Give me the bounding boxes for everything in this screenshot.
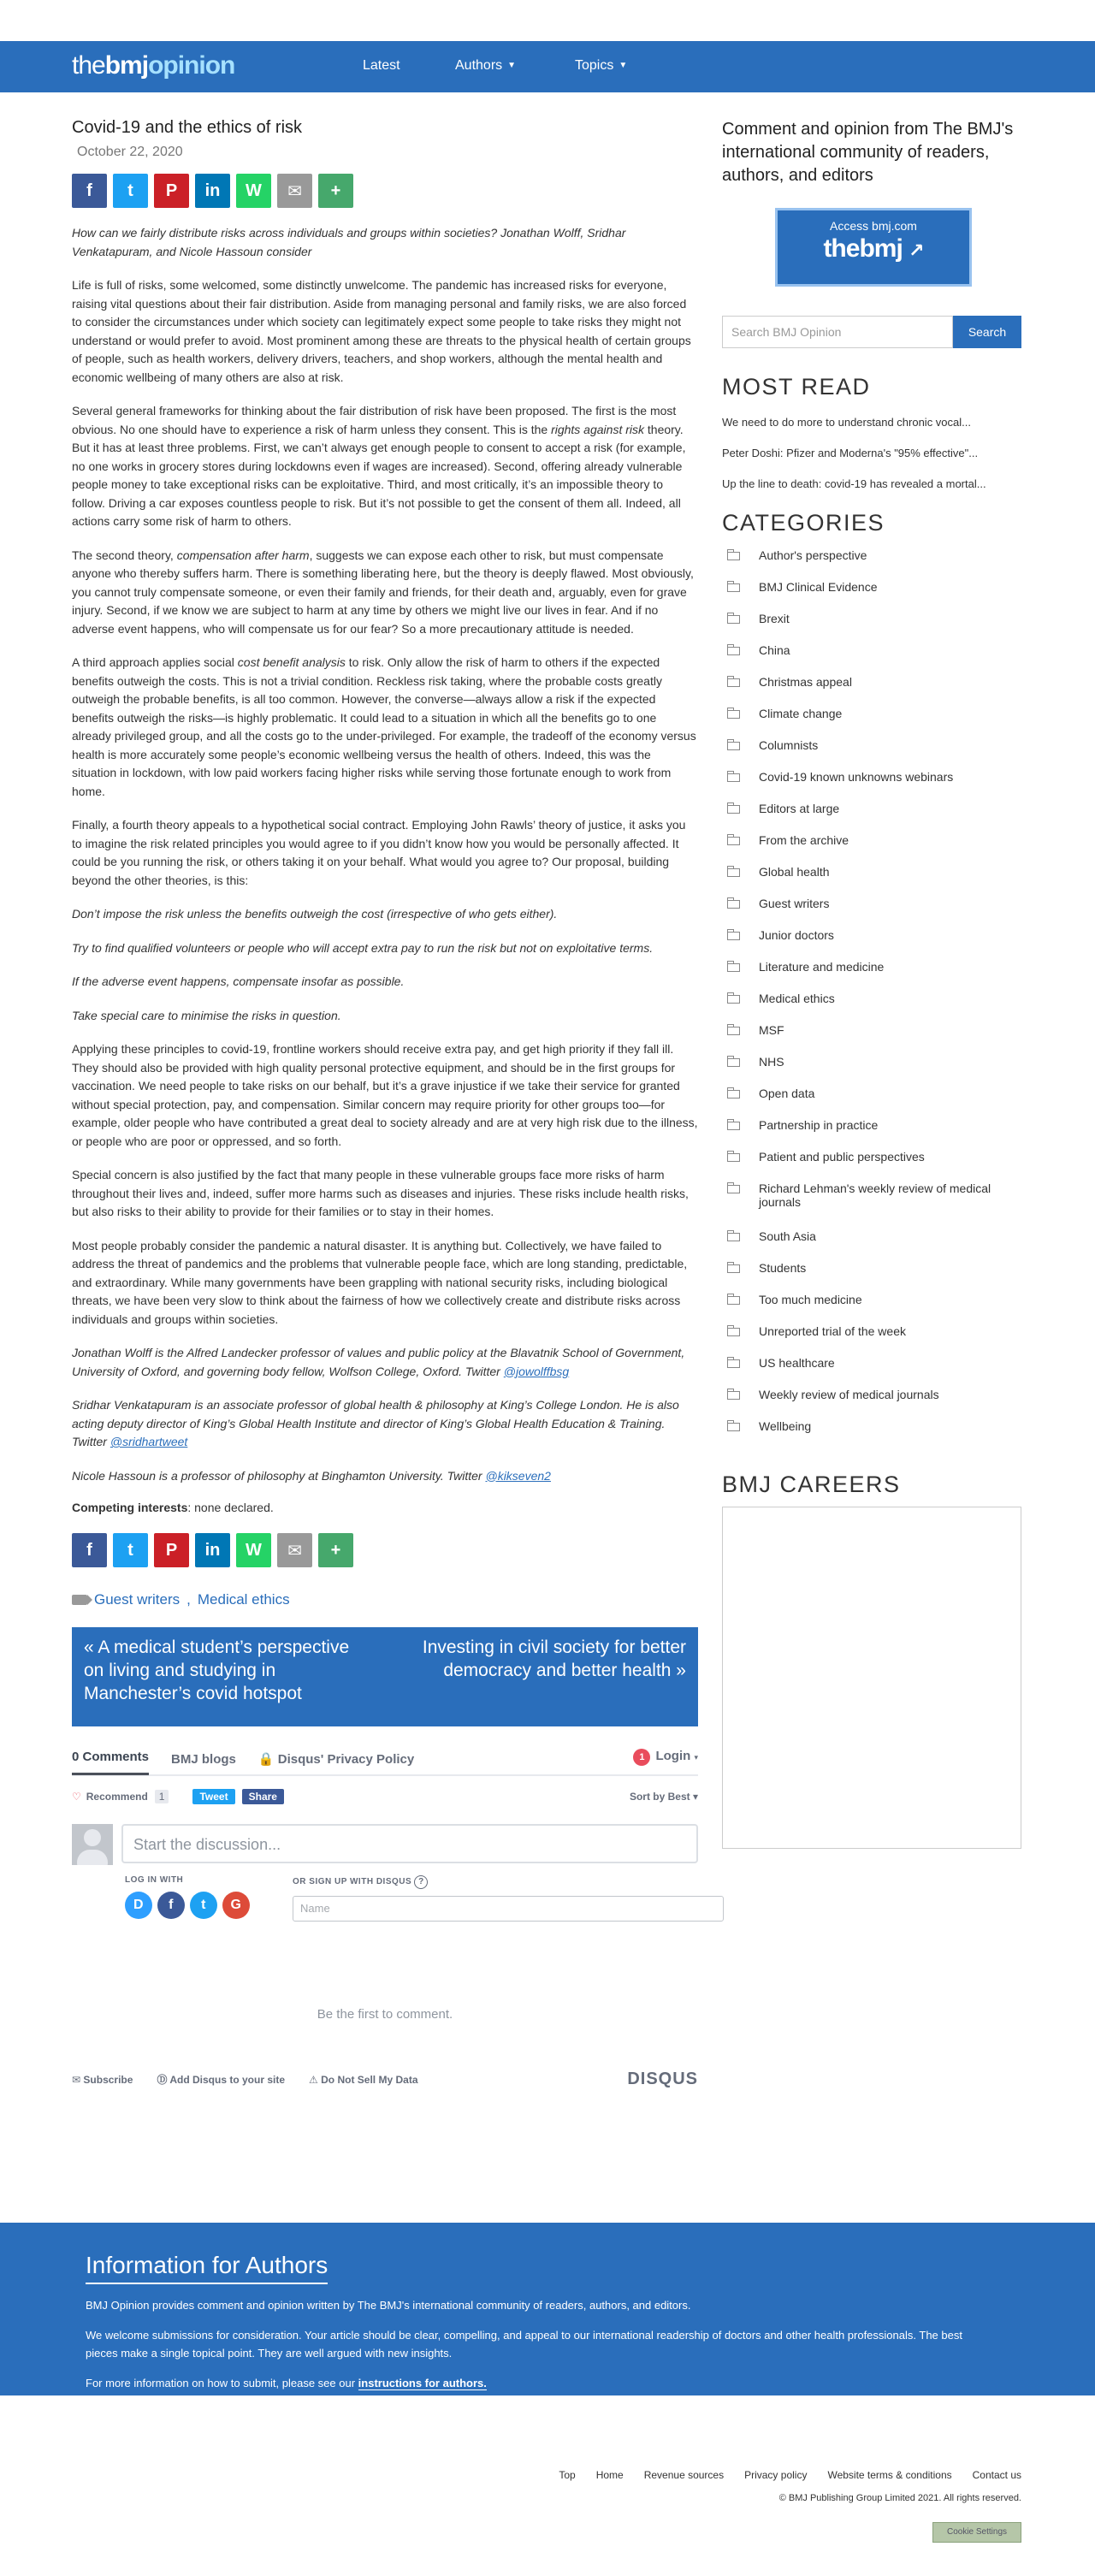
nav-authors-label: Authors [455, 58, 503, 73]
envelope-icon: ✉ [72, 2073, 81, 2086]
info-paragraph: For more information on how to submit, please see our instructions for authors. [86, 2377, 487, 2389]
folder-icon [727, 742, 740, 750]
folder-icon [727, 1090, 740, 1099]
linkedin-share-icon[interactable]: in [195, 174, 230, 208]
sidebar [722, 118, 1021, 1849]
footer-link-revenue[interactable]: Revenue sources [643, 2469, 725, 2481]
tweet-button[interactable]: Tweet [192, 1789, 234, 1804]
disqus-footer [72, 2070, 698, 2089]
category-item[interactable]: Richard Lehman's weekly review of medical journals [722, 1181, 1021, 1229]
article-body [72, 276, 698, 1485]
folder-icon [727, 647, 740, 655]
chevron-down-icon: ▼ [619, 61, 628, 70]
competing-interests: Competing interests: none declared. [72, 1501, 274, 1514]
folder-icon [727, 1264, 740, 1273]
footer-link-terms[interactable]: Website terms & conditions [827, 2469, 952, 2481]
site-logo[interactable] [72, 51, 234, 80]
footer [0, 2438, 1095, 2576]
folder-icon [727, 805, 740, 814]
most-read-link[interactable]: Peter Doshi: Pfizer and Moderna's "95% effective"... [722, 447, 979, 459]
category-item[interactable]: Climate change [722, 707, 1021, 738]
previous-post-link[interactable]: « A medical student’s perspective on living and studying in Manchester’s covid hotspot [84, 1637, 350, 1703]
category-item[interactable]: Brexit [722, 612, 1021, 643]
category-list [722, 548, 1021, 1451]
sidebar-heading: Comment and opinion from The BMJ's international community of readers, authors, and editors [722, 120, 1014, 185]
folder-icon [727, 1296, 740, 1305]
twitter-share-icon[interactable]: t [113, 174, 148, 208]
folder-icon [727, 615, 740, 624]
paragraph: Most people probably consider the pandemic a natural disaster. It is anything but. Collectively, we have failed to address the threat of pandemics and the problems that vulnerable people face, which are long standing, predictable, and extraordinary. While many governments have been grappling with national security risks, including biological threats, we have been very slow to think about the fairness of how we collectively create and distribute risks across individuals and groups within societies. [72, 1238, 688, 1326]
name-input[interactable]: Name [293, 1896, 724, 1922]
post-date: October 22, 2020 [77, 145, 183, 159]
login-with-label: LOG IN WITH [125, 1875, 184, 1885]
footer-link-contact[interactable]: Contact us [972, 2469, 1021, 2481]
chevron-down-icon: ▼ [507, 61, 517, 70]
warning-icon: ⚠ [309, 2073, 318, 2086]
access-bmj-banner[interactable] [775, 208, 972, 287]
folder-icon [727, 1391, 740, 1400]
principle: Take special care to minimise the risks in question. [72, 1008, 341, 1022]
folder-icon [727, 995, 740, 1004]
heart-icon: ♡ [72, 1791, 81, 1803]
tag-link[interactable]: Medical ethics [197, 1591, 290, 1608]
folder-icon [727, 678, 740, 687]
folder-icon [727, 583, 740, 592]
folder-icon [727, 1185, 740, 1193]
category-item[interactable]: Weekly review of medical journals [722, 1388, 1021, 1419]
page-title: Covid-19 and the ethics of risk [72, 118, 303, 137]
facebook-share-icon[interactable]: f [72, 174, 107, 208]
category-item[interactable]: Medical ethics [722, 992, 1021, 1023]
tab-privacy[interactable]: 🔒 Disqus' Privacy Policy [257, 1752, 415, 1767]
twitter-handle-link[interactable]: @kikseven2 [485, 1468, 551, 1483]
footer-link-top[interactable]: Top [559, 2469, 576, 2481]
subscribe-link[interactable]: ✉ Subscribe [72, 2073, 133, 2086]
principle: Don’t impose the risk unless the benefits outweigh the cost (irrespective of who gets either). [72, 907, 558, 921]
nav-latest[interactable]: Latest [363, 58, 400, 73]
principle: If the adverse event happens, compensate insofar as possible. [72, 974, 405, 988]
help-icon[interactable]: ? [414, 1875, 428, 1889]
disqus-icon: Ⓓ [157, 2074, 168, 2086]
tag-link[interactable]: Guest writers [94, 1591, 181, 1608]
disqus-logo[interactable]: DISQUS [627, 2070, 698, 2088]
paragraph: Finally, a fourth theory appeals to a hypothetical social contract. Employing John Rawls’ theory of justice, it asks you to imagine the risk related principles you would agree to if you didn’t know how you would be personally affected. It could be you running the risk, or others taking it on your behalf. What would you agree to? Our proposal, building beyond the other theories, is this: [72, 818, 686, 887]
category-item[interactable]: Unreported trial of the week [722, 1324, 1021, 1356]
category-item[interactable]: China [722, 643, 1021, 675]
category-item[interactable]: South Asia [722, 1229, 1021, 1261]
category-item[interactable]: US healthcare [722, 1356, 1021, 1388]
folder-icon [727, 1233, 740, 1241]
nav-authors[interactable] [455, 58, 516, 74]
folder-icon [727, 837, 740, 845]
top-nav-bar [0, 41, 1095, 92]
disqus-login-icon[interactable]: D [125, 1892, 152, 1919]
tag-icon [72, 1595, 87, 1605]
paragraph: Several general frameworks for thinking about the fair distribution of risk have been proposed. The first is the most obvious. No one should have to experience a risk of harm unless they consent. This is the rights against risk theory. But it has at least three problems. First, we can’t always get enough people to consent to accept a risk (for example, no one works in grocery stores during lockdowns even if wages are increased). Second, offering already vulnerable people money to take exceptional risks can be exploitative. Third, and most critically, it’s an impossible theory to follow. Driving a car exposes countless people to risk. But it’s not possible to get the consent of them all. Indeed, all actions carry some risk of harm to others. [72, 404, 686, 528]
paragraph: The second theory, compensation after harm, suggests we can expose each other to risk, but must compensate anyone who thereby suffers harm. There is something liberating here, but the theory is deeply flawed. Most obviously, you cannot truly compensate someone, or even their family and friends, for their death and, arguably, even for grave injury. Second, if we know we are subject to harm at any time by others we might live our lives in fear. And if no adverse event happens, who will compensate us for our fear? So a more precautionary attitude is needed. [72, 548, 694, 636]
author-bio: Nicole Hassoun is a professor of philosophy at Binghamton University. Twitter @kikseven2 [72, 1468, 551, 1483]
info-title: Information for Authors [86, 2252, 328, 2284]
most-read-list [722, 412, 1021, 494]
empty-comments-message: Be the first to comment. [317, 2007, 453, 2022]
whatsapp-share-icon[interactable]: W [236, 174, 271, 208]
category-item[interactable]: Patient and public perspectives [722, 1150, 1021, 1181]
access-text: Access bmj.com [830, 219, 917, 233]
footer-links [559, 2469, 1021, 2481]
share-bar-bottom [72, 1533, 698, 1567]
folder-icon [727, 1328, 740, 1336]
category-item[interactable]: From the archive [722, 833, 1021, 865]
facebook-share-icon[interactable]: f [72, 1533, 107, 1567]
nav-topics-label: Topics [575, 58, 614, 73]
tab-bmj-blogs[interactable]: BMJ blogs [171, 1752, 236, 1767]
comments-tabs [72, 1745, 698, 1776]
avatar [72, 1824, 113, 1865]
category-item[interactable]: Too much medicine [722, 1293, 1021, 1324]
email-share-icon[interactable]: ✉ [277, 1533, 312, 1567]
paragraph: A third approach applies social cost benefit analysis to risk. Only allow the risk of harm to others if the expected benefits outweigh the costs. This is not a trivial condition. Reckless risk taking, where the probable costs greatly outweigh the probable benefits, is all too common. However, the converse—always allow a risk if the expected benefits outweigh the risks—is highly problematic. It could lead to a situation in which all the benefits go to one already privileged group, and all the costs go to the under-privileged. For example, the tradeoff of the economy versus health is more accurately some people’s economic wellbeing versus the health of others. Indeed, this was the situation in lockdown, with low paid workers facing higher risks while serving those fortunate enough to work from home. [72, 655, 696, 798]
notification-badge: 1 [633, 1749, 650, 1766]
whatsapp-share-icon[interactable]: W [236, 1533, 271, 1567]
folder-icon [727, 1153, 740, 1162]
folder-icon [727, 1359, 740, 1368]
category-item[interactable]: Global health [722, 865, 1021, 897]
search-form [722, 316, 1021, 348]
folder-icon [727, 710, 740, 719]
category-item[interactable]: NHS [722, 1055, 1021, 1087]
folder-icon [727, 900, 740, 909]
category-item[interactable]: Students [722, 1261, 1021, 1293]
info-paragraph: BMJ Opinion provides comment and opinion written by The BMJ's international community of readers, authors, and editors. [86, 2299, 691, 2312]
do-not-sell-link[interactable]: ⚠ Do Not Sell My Data [309, 2073, 418, 2086]
folder-icon [727, 868, 740, 877]
folder-icon [727, 932, 740, 940]
twitter-handle-link[interactable]: @jowolffbsg [503, 1364, 570, 1378]
linkedin-share-icon[interactable]: in [195, 1533, 230, 1567]
comments-toolbar [72, 1788, 698, 1805]
recommend-button[interactable]: Recommend [86, 1791, 148, 1803]
paragraph: Applying these principles to covid-19, frontline workers should receive extra pay, and get high priority if they fall ill. They should also be provided with high quality personal protective equipment, and should be in the first groups for vaccination. We need people to take risks on our behalf, but it’s a grave injustice if we take their service for granted without special protection, pay, and compensation. Similar concern may require priority for other groups too—for example, older people who have contributed a great deal to society already and are at very high risk due to the illness, or people who are poor or oppressed, and so forth. [72, 1042, 698, 1148]
next-post-link[interactable]: Investing in civil society for better democracy and better health » [422, 1637, 686, 1680]
tab-comments[interactable]: 0 Comments [72, 1744, 149, 1775]
category-item[interactable]: Wellbeing [722, 1419, 1021, 1451]
login-options [125, 1875, 698, 1922]
folder-icon [727, 1058, 740, 1067]
pinterest-share-icon[interactable]: P [154, 174, 189, 208]
category-item[interactable]: Author's perspective [722, 548, 1021, 580]
category-item[interactable]: Covid-19 known unknowns webinars [722, 770, 1021, 802]
footer-link-privacy[interactable]: Privacy policy [744, 2469, 808, 2481]
logo-opinion: opinion [148, 51, 235, 80]
recommend-count: 1 [155, 1790, 169, 1803]
most-read-link[interactable]: Up the line to death: covid-19 has revealed a mortal... [722, 477, 986, 490]
comment-composer [72, 1824, 698, 1865]
instructions-link[interactable]: instructions for authors. [358, 2377, 487, 2389]
bmj-logo: thebmj [823, 234, 903, 263]
paragraph: Special concern is also justified by the fact that many people in these vulnerable groups face more risks of harm throughout their lives and, indeed, suffer more harms such as diseases and injuries. These risks include health risks, but also risks to their ability to provide for their families or to stay in their homes. [72, 1168, 689, 1218]
folder-icon [727, 773, 740, 782]
twitter-handle-link[interactable]: @sridhartweet [110, 1435, 188, 1448]
principle: Try to find qualified volunteers or people who will accept extra pay to run the risk but not on exploitative terms. [72, 940, 654, 955]
category-item[interactable]: Junior doctors [722, 928, 1021, 960]
category-item[interactable]: Partnership in practice [722, 1118, 1021, 1150]
paragraph: Life is full of risks, some welcomed, some distinctly unwelcome. The pandemic has increased risks for everyone, raising vital questions about their fair distribution. Aside from managing personal and family risks, we are also forced to consider the circumstances under which society can legitimately expect some people to take risks they might not understand or would prefer to avoid. Most prominent among these are threats to the physical health of certain groups of people, such as health workers, delivery drivers, teachers, and shop workers, although the mental health and economic wellbeing of many others are also at risk. [72, 278, 691, 384]
email-share-icon[interactable]: ✉ [277, 174, 312, 208]
more-share-icon[interactable]: + [318, 1533, 353, 1567]
info-for-authors [0, 2223, 1095, 2395]
author-bio: Jonathan Wolff is the Alfred Landecker professor of values and public policy at the Blavatnik School of Government, University of Oxford, and governing body fellow, Wolfson College, Oxford. Twitter @jowolffbsg [72, 1346, 685, 1378]
twitter-login-icon[interactable]: t [190, 1892, 217, 1919]
careers-heading: BMJ CAREERS [722, 1472, 901, 1497]
folder-icon [727, 1027, 740, 1035]
folder-icon [727, 1122, 740, 1130]
post-tags: Guest writers , Medical ethics [72, 1591, 698, 1608]
category-item[interactable]: Columnists [722, 738, 1021, 770]
more-share-icon[interactable]: + [318, 174, 353, 208]
category-item[interactable]: Guest writers [722, 897, 1021, 928]
standfirst: How can we fairly distribute risks across individuals and groups within societies? Jonathan Wolff, Sridhar Venkatapuram, and Nicole Hassoun consider [72, 226, 626, 258]
info-paragraph: We welcome submissions for consideration. Your article should be clear, compelling, and appeal to our international readership of doctors and other health professionals. The best pieces make a single topical point. They are well argued with new insights. [86, 2329, 962, 2360]
share-bar [72, 174, 698, 208]
categories-heading: CATEGORIES [722, 510, 885, 536]
lock-icon: 🔒 [257, 1752, 275, 1767]
nav-topics[interactable] [575, 58, 627, 74]
folder-icon [727, 1423, 740, 1431]
add-disqus-link[interactable]: Ⓓ Add Disqus to your site [157, 2074, 286, 2086]
folder-icon [727, 552, 740, 560]
category-item[interactable]: Open data [722, 1087, 1021, 1118]
folder-icon [727, 963, 740, 972]
signup-label: OR SIGN UP WITH DISQUS [293, 1877, 412, 1886]
category-item[interactable]: MSF [722, 1023, 1021, 1055]
facebook-login-icon[interactable]: f [157, 1892, 185, 1919]
external-link-icon: ↗ [909, 240, 924, 261]
category-item[interactable]: Christmas appeal [722, 675, 1021, 707]
logo-the: the [72, 51, 105, 80]
twitter-share-icon[interactable]: t [113, 1533, 148, 1567]
facebook-share-button[interactable]: Share [242, 1789, 284, 1804]
cookie-settings-button[interactable]: Cookie Settings [932, 2522, 1021, 2543]
category-item[interactable]: Literature and medicine [722, 960, 1021, 992]
pinterest-share-icon[interactable]: P [154, 1533, 189, 1567]
logo-bmj: bmj [104, 51, 149, 80]
google-login-icon[interactable]: G [222, 1892, 250, 1919]
post-navigation [72, 1627, 698, 1726]
author-bio: Sridhar Venkatapuram is an associate professor of global health & philosophy at King’s College London. He is also acting deputy director of King’s Global Health Institute and director of King’s Global Health Education & Training. Twitter @sridhartweet [72, 1398, 679, 1448]
article [72, 118, 698, 2089]
login-button[interactable]: 1 Login ▾ [633, 1749, 698, 1766]
footer-link-home[interactable]: Home [595, 2469, 624, 2481]
category-item[interactable]: Editors at large [722, 802, 1021, 833]
comment-input[interactable]: Start the discussion... [121, 1824, 698, 1863]
most-read-heading: MOST READ [722, 374, 871, 400]
most-read-link[interactable]: We need to do more to understand chronic vocal... [722, 416, 971, 429]
copyright: © BMJ Publishing Group Limited 2021. All rights reserved. [778, 2493, 1021, 2503]
search-button[interactable]: Search [953, 316, 1021, 348]
sort-dropdown[interactable]: Sort by Best ▾ [629, 1791, 698, 1803]
chevron-down-icon: ▾ [694, 1753, 698, 1762]
search-input[interactable]: Search BMJ Opinion [722, 316, 953, 348]
category-item[interactable]: BMJ Clinical Evidence [722, 580, 1021, 612]
careers-widget[interactable] [722, 1507, 1021, 1849]
